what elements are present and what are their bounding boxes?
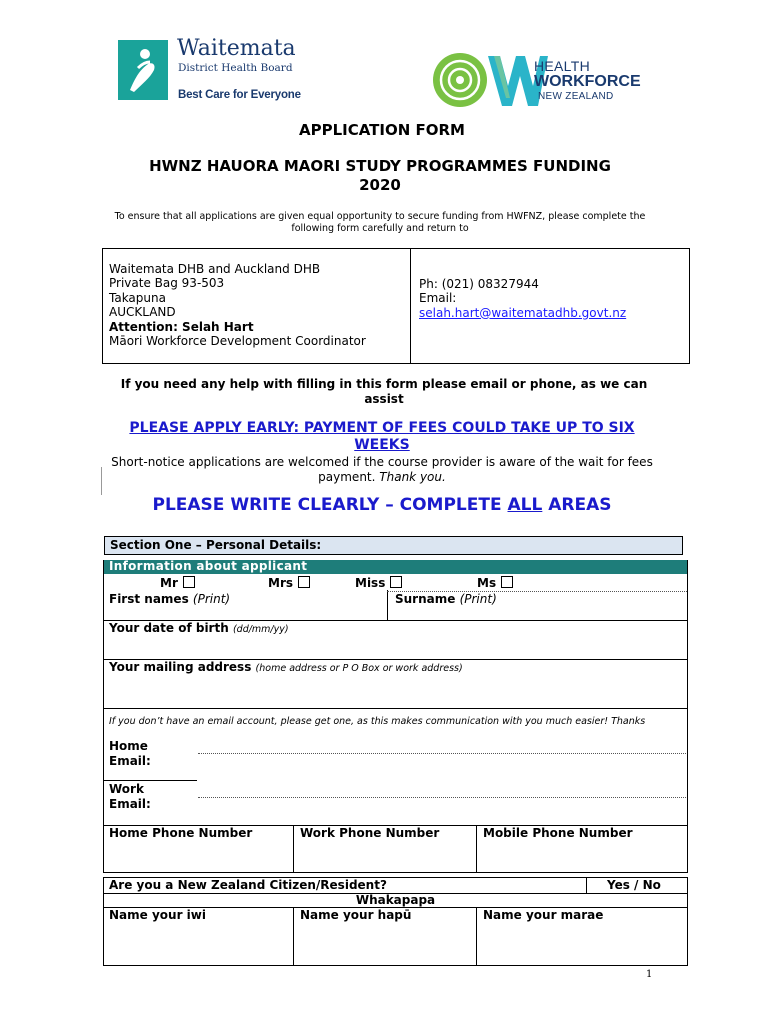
print-hint: (Print)	[192, 592, 231, 606]
first-names-label: First names	[109, 592, 189, 606]
home-email-label	[109, 739, 151, 768]
title-ms[interactable]	[477, 576, 513, 590]
mobile-phone-field[interactable]: Mobile Phone Number	[483, 826, 633, 840]
short-notice-thanks: Thank you.	[379, 470, 446, 484]
clearly-post: AREAS	[542, 495, 612, 515]
waitemata-name: Waitemata	[177, 36, 296, 61]
mailing-label: Your mailing address	[109, 660, 252, 674]
mailing-hint: (home address or P O Box or work address)	[255, 663, 463, 674]
contact-details	[419, 277, 626, 320]
clearly-all: ALL	[507, 495, 543, 515]
home-email-line[interactable]	[198, 753, 686, 754]
home-phone-field[interactable]: Home Phone Number	[109, 826, 253, 840]
work-email-line[interactable]	[198, 797, 686, 798]
section-one-label: Section One – Personal Details:	[110, 538, 322, 552]
dob-field[interactable]	[109, 621, 289, 635]
surname-field[interactable]	[395, 592, 497, 606]
address-attention: Attention: Selah Hart	[109, 319, 254, 334]
contact-email-label: Email:	[419, 291, 457, 306]
title-miss-label: Miss	[355, 576, 386, 590]
home-word: Home	[109, 739, 148, 753]
margin-mark	[101, 467, 102, 495]
hapu-field[interactable]: Name your hapū	[300, 908, 412, 922]
citizen-question: Are you a New Zealand Citizen/Resident?	[109, 878, 387, 892]
form-subtitle: HWNZ HAUORA MAORI STUDY PROGRAMMES FUNDING 2020	[149, 157, 611, 194]
info-header-label: Information about applicant	[109, 559, 308, 573]
marae-field[interactable]: Name your marae	[483, 908, 604, 922]
intro-text: To ensure that all applications are given equal opportunity to secure funding from HWFNZ, please complete the following form carefully and return to	[114, 211, 646, 234]
checkbox[interactable]	[390, 576, 402, 588]
postal-address	[109, 262, 366, 348]
work-email-label	[109, 782, 151, 811]
waitemata-tagline: Best Care for Everyone	[178, 89, 301, 101]
write-clearly-heading	[90, 495, 674, 515]
waitemata-subtitle: District Health Board	[178, 62, 293, 74]
print-hint: (Print)	[459, 592, 497, 606]
contact-email-link[interactable]: selah.hart@waitematadhb.govt.nz	[419, 305, 627, 320]
hwf-nz-text: NEW ZEALAND	[538, 91, 614, 102]
hwf-workforce-text: WORKFORCE	[534, 73, 641, 90]
surname-label: Surname	[395, 592, 456, 606]
checkbox[interactable]	[183, 576, 195, 588]
dob-label: Your date of birth	[109, 621, 229, 635]
clearly-pre: PLEASE WRITE CLEARLY – COMPLETE	[152, 495, 508, 515]
address-line: AUCKLAND	[109, 305, 176, 320]
title-mrs-label: Mrs	[268, 576, 294, 590]
work-word: Work	[109, 782, 144, 796]
form-title: APPLICATION FORM	[298, 121, 465, 139]
address-role: Māori Workforce Development Coordinator	[109, 334, 366, 349]
checkbox[interactable]	[298, 576, 310, 588]
waitemata-logo-mark	[118, 40, 168, 100]
title-mr[interactable]	[160, 576, 195, 590]
apply-early-notice: PLEASE APPLY EARLY: PAYMENT OF FEES COULD TAKE UP TO SIX WEEKS	[129, 420, 635, 453]
address-line: Waitemata DHB and Auckland DHB	[109, 262, 321, 276]
title-miss[interactable]	[355, 576, 402, 590]
page-number: 1	[646, 969, 653, 980]
short-notice-text	[100, 455, 664, 485]
address-divider	[410, 248, 411, 364]
dob-hint: (dd/mm/yy)	[232, 624, 289, 635]
iwi-field[interactable]: Name your iwi	[109, 908, 206, 922]
email-note: If you don’t have an email account, please get one, as this makes communication with you much easier! Thanks	[109, 716, 646, 727]
contact-phone: Ph: (021) 08327944	[419, 277, 539, 291]
mailing-address-field[interactable]	[109, 660, 463, 674]
title-mrs[interactable]	[268, 576, 310, 590]
title-ms-label: Ms	[477, 576, 497, 590]
help-text: If you need any help with filling in this form please email or phone, as we can assist	[120, 377, 648, 406]
title-mr-label: Mr	[160, 576, 178, 590]
short-notice-body: Short-notice applications are welcomed if the course provider is aware of the wait for fees payment.	[111, 455, 653, 484]
email-word: Email:	[109, 753, 151, 768]
email-word: Email:	[109, 796, 151, 811]
first-names-field[interactable]	[109, 592, 230, 606]
checkbox[interactable]	[501, 576, 513, 588]
citizen-yes-no[interactable]: Yes / No	[607, 878, 661, 892]
address-line: Private Bag 93-503	[109, 276, 225, 291]
address-line: Takapuna	[109, 290, 166, 305]
whakapapa-label: Whakapapa	[355, 893, 436, 907]
work-phone-field[interactable]: Work Phone Number	[300, 826, 440, 840]
hwf-health-text: HEALTH	[534, 58, 590, 74]
